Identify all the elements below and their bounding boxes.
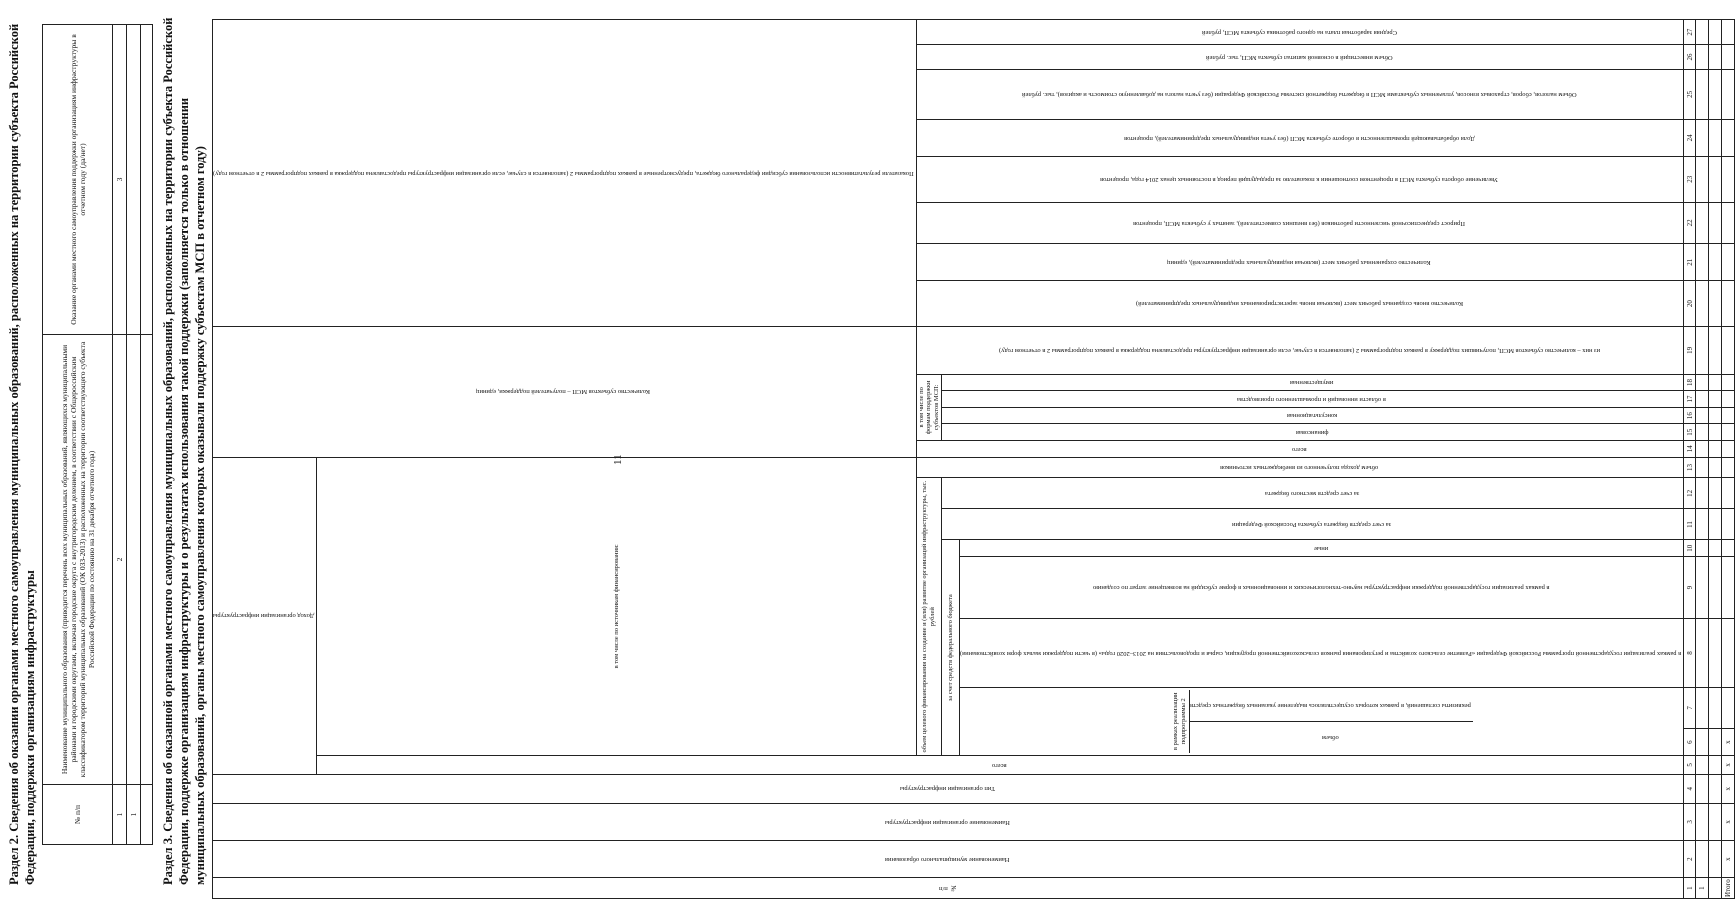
table-cell — [1722, 45, 1735, 70]
h-requisites: реквизиты соглашений, в рамках которых осуществлялось выделение указанных бюджетных средств — [1190, 690, 1473, 722]
h-form-innovation: в области инноваций и промышленного производства — [942, 391, 1684, 408]
table-cell — [1696, 557, 1709, 619]
total-mark: x — [1722, 729, 1735, 756]
table-cell — [1696, 244, 1709, 281]
table-cell — [1696, 281, 1709, 327]
table-cell — [1696, 69, 1709, 119]
table-cell — [1722, 281, 1735, 327]
column-number-10: 10 — [1684, 540, 1696, 557]
column-number-8: 8 — [1684, 619, 1696, 687]
table-cell — [1696, 202, 1709, 243]
table-cell — [1709, 756, 1722, 775]
table-cell — [1722, 440, 1735, 457]
total-row — [1722, 20, 1735, 899]
table-cell — [1709, 424, 1722, 441]
table-cell — [1709, 157, 1722, 203]
table-cell — [1709, 69, 1722, 119]
s2-row-1-num: 1 — [127, 785, 141, 845]
h-other: иные — [960, 540, 1684, 557]
h-own-income: объем дохода полученного из внебюджетных источников — [916, 457, 1684, 478]
section-3-title: Раздел 3. Сведения об оказанной органами местного самоуправления муниципальных образований, расположенных на территории субъекта Российской Федерации, поддержке организациям инфраструктуры и о результатах использования такой поддержки (заполняется только в отношении муниципальных образований, органы местного самоуправления которых оказывали поддержку субъектам МСП в отчетном году) — [161, 17, 207, 885]
h-result-24: Доля обрабатывающей промышленности в обороте субъекта МСП (без учета индивидуальных предпринимателей), процентов — [916, 119, 1684, 156]
table-cell — [1696, 407, 1709, 424]
table-cell — [1696, 45, 1709, 70]
column-number-16: 16 — [1684, 407, 1696, 424]
h-prog2-sub — [1190, 690, 1473, 753]
table-cell — [1709, 729, 1722, 756]
table-cell — [1709, 840, 1722, 877]
h-result-20: Количество вновь созданных рабочих мест (включая вновь зарегистрированных индивидуальных предпринимателей) — [916, 281, 1684, 327]
s2-row-2-num — [141, 785, 153, 845]
table-cell — [1722, 391, 1735, 408]
table-cell — [1696, 457, 1709, 478]
h-income: Доход организации инфраструктуры — [213, 457, 317, 774]
s2-header-municipality: Наименование муниципального образования (приводится перечень всех муниципальных образований, являющихся муниципальными районами и городскими округами, включая городские округа с внутригородским делением, в соответствии с Общероссийским классификатором территорий муниципальных образований (ОК 033-2013) и расположенных на территории соответствующего субъекта Российской Федерации по состоянию на 31 декабря отчетного года) — [43, 335, 113, 785]
table-cell — [1722, 557, 1735, 619]
table-cell — [1696, 424, 1709, 441]
total-mark: x — [1722, 774, 1735, 803]
table-cell — [1722, 407, 1735, 424]
h-federal-budget: за счет средств федерального бюджета — [942, 540, 960, 756]
column-number-17: 17 — [1684, 391, 1696, 408]
table-cell — [1696, 440, 1709, 457]
table-cell — [1696, 119, 1709, 156]
column-number-14: 14 — [1684, 440, 1696, 457]
table-cell — [1722, 424, 1735, 441]
table-cell — [1709, 803, 1722, 840]
table-row — [1709, 20, 1722, 899]
table-cell — [1696, 729, 1709, 756]
h-target-financing: объем целевого финансирования на создание и (или) развитие организаций инфраструктуры, тыс. рублей — [916, 478, 942, 756]
column-number-25: 25 — [1684, 69, 1696, 119]
table-cell — [1696, 840, 1709, 877]
table-cell: 1 — [1696, 878, 1709, 899]
column-number-26: 26 — [1684, 45, 1696, 70]
table-cell — [1709, 391, 1722, 408]
table-cell — [1722, 687, 1735, 728]
table-cell — [1722, 509, 1735, 540]
table-cell — [1696, 157, 1709, 203]
h-result-22: Прирост среднесписочной численности работников (без внешних совместителей), занятых у субъекта МСП, процентов — [916, 202, 1684, 243]
table-cell — [1696, 774, 1709, 803]
table-cell — [1709, 281, 1722, 327]
h-results: Показатели результативности использования субсидии федерального бюджета, предусмотренные в рамках подпрограммы 2 (заполняется в случае, если организации инфраструктуры предоставлена поддержка в рамках подпрограммы 2 в отчетном году) — [213, 20, 917, 327]
table-cell — [1709, 478, 1722, 509]
s2-row-1-support — [127, 25, 141, 335]
total-label: Итого — [1722, 878, 1735, 899]
column-number-11: 11 — [1684, 509, 1696, 540]
table-cell — [1709, 20, 1722, 45]
section-2-table — [42, 24, 153, 845]
s2-num-1: 1 — [113, 785, 127, 845]
s2-num-2: 2 — [113, 335, 127, 785]
table-cell — [1709, 407, 1722, 424]
column-number-18: 18 — [1684, 374, 1696, 391]
h-form-financial: финансовая — [942, 424, 1684, 441]
table-cell — [1696, 391, 1709, 408]
page-number: 11 — [612, 454, 624, 465]
h-num: № п/п — [213, 878, 1684, 899]
table-cell — [1722, 157, 1735, 203]
h-infra-support: в рамках реализации государственной поддержки инфраструктуры научно-технологических и инновационных в форме субсидий на возмещение затрат по созданию — [960, 557, 1684, 619]
table-cell — [1722, 374, 1735, 391]
h-prog2-recipients: из них – количество субъектов МСП, получивших поддержку в рамках подпрограммы 2 (заполняется в случае, если организации инфраструктуры предоставлена поддержка в рамках подпрограммы 2 в отчетном году) — [916, 326, 1684, 374]
table-cell — [1709, 244, 1722, 281]
table-cell — [1709, 45, 1722, 70]
table-cell — [1709, 687, 1722, 728]
table-cell — [1722, 540, 1735, 557]
column-number-1: 1 — [1684, 878, 1696, 899]
table-cell — [1696, 756, 1709, 775]
table-cell — [1722, 478, 1735, 509]
s2-row-2-support — [141, 25, 153, 335]
h-result-27: Средняя заработная плата на одного работника субъекта МСП, рублей — [916, 20, 1684, 45]
column-number-9: 9 — [1684, 557, 1696, 619]
table-cell — [1709, 540, 1722, 557]
table-cell — [1709, 774, 1722, 803]
total-mark: x — [1722, 840, 1735, 877]
h-organization: Наименование организации инфраструктуры — [213, 803, 1684, 840]
column-number-7: 7 — [1684, 687, 1696, 728]
h-result-26: Объем инвестиций в основной капитал субъекта МСП, тыс. рублей — [916, 45, 1684, 70]
s2-header-num: № п/п — [43, 785, 113, 845]
h-org-type: Тип организации инфраструктуры — [213, 774, 1684, 803]
table-cell — [1722, 619, 1735, 687]
column-number-13: 13 — [1684, 457, 1696, 478]
table-cell — [1709, 619, 1722, 687]
section-3-table — [212, 19, 1735, 899]
h-smsp-by-form: в том числе по формам поддержки субъектов МСП: — [916, 374, 942, 440]
column-number-22: 22 — [1684, 202, 1696, 243]
column-number-5: 5 — [1684, 756, 1696, 775]
h-smsp-total: всего — [916, 440, 1684, 457]
s2-row-1-name — [127, 335, 141, 785]
column-number-27: 27 — [1684, 20, 1696, 45]
h-region-budget: за счет средств бюджета субъекта Российской Федерации — [942, 509, 1684, 540]
table-cell — [1709, 557, 1722, 619]
s2-num-3: 3 — [113, 25, 127, 335]
table-cell — [1696, 803, 1709, 840]
table-cell — [1696, 374, 1709, 391]
table-cell — [1709, 326, 1722, 374]
column-number-3: 3 — [1684, 803, 1696, 840]
h-form-consulting: консультационная — [942, 407, 1684, 424]
column-number-20: 20 — [1684, 281, 1696, 327]
s2-row-2-name — [141, 335, 153, 785]
total-mark: x — [1722, 803, 1735, 840]
table-cell — [1709, 440, 1722, 457]
column-number-4: 4 — [1684, 774, 1696, 803]
h-form-property: имущественная — [942, 374, 1684, 391]
column-number-19: 19 — [1684, 326, 1696, 374]
table-cell — [1722, 202, 1735, 243]
table-cell — [1696, 619, 1709, 687]
table-cell — [1709, 457, 1722, 478]
table-cell — [1722, 119, 1735, 156]
total-mark: x — [1722, 756, 1735, 775]
column-number-row — [1684, 20, 1696, 899]
table-cell — [1709, 509, 1722, 540]
h-result-23: Увеличение оборота субъекта МСП в процентном соотношении к показателю за предыдущий период в постоянных ценах 2014 года, процентов — [916, 157, 1684, 203]
h-volume: объем — [1190, 721, 1473, 753]
h-sources: в том числе по источникам финансирования: — [317, 457, 916, 755]
column-number-23: 23 — [1684, 157, 1696, 203]
table-cell — [1709, 374, 1722, 391]
column-number-21: 21 — [1684, 244, 1696, 281]
table-row — [1696, 20, 1709, 899]
table-cell — [1696, 687, 1709, 728]
h-income-total: всего — [317, 756, 1684, 775]
table-cell — [1709, 119, 1722, 156]
table-cell — [1722, 326, 1735, 374]
table-cell — [1696, 478, 1709, 509]
s2-header-support: Оказание органами местного самоуправления поддержки организациям инфраструктуры в отчетном году (да/нет) — [43, 25, 113, 335]
table-cell — [1696, 326, 1709, 374]
h-prog2: в рамках реализации подпрограммы 2 — [1170, 690, 1190, 753]
table-cell — [1722, 457, 1735, 478]
column-number-12: 12 — [1684, 478, 1696, 509]
table-cell — [1722, 20, 1735, 45]
table-cell — [1696, 509, 1709, 540]
column-number-6: 6 — [1684, 729, 1696, 756]
h-prog2-group — [960, 687, 1684, 755]
column-number-24: 24 — [1684, 119, 1696, 156]
table-cell — [1709, 202, 1722, 243]
table-cell — [1722, 69, 1735, 119]
h-local-budget: за счет средств местного бюджета — [942, 478, 1684, 509]
h-result-25: Объем налогов, сборов, страховых взносов, уплаченных субъектами МСП в бюджеты бюджетной системы Российской Федерации (без учета налога на добавленную стоимость и акцизов), тыс. рублей — [916, 69, 1684, 119]
section-2-title: Раздел 2. Сведения об оказании органами местного самоуправления муниципальных образований, расположенных на территории субъекта Российской Федерации, поддержки организациям инфраструктуры — [7, 23, 37, 885]
table-cell — [1696, 540, 1709, 557]
column-number-2: 2 — [1684, 840, 1696, 877]
h-municipality: Наименование муниципального образования — [213, 840, 1684, 877]
h-smsp-count: Количество субъектов МСП – получателей поддержки, единиц — [213, 326, 917, 457]
table-cell — [1696, 20, 1709, 45]
h-result-21: Количество сохраненных рабочих мест (включая индивидуальных предпринимателей), единиц — [916, 244, 1684, 281]
h-agriculture-program: в рамках реализации государственной программы Российской Федерации «Развитие сельского хозяйства и регулирования рынков сельскохозяйственной продукции, сырья и продовольствия на 2013–2020 годы» (в части поддержки малых форм хозяйствования) — [960, 619, 1684, 687]
table-cell — [1722, 244, 1735, 281]
column-number-15: 15 — [1684, 424, 1696, 441]
table-cell — [1709, 878, 1722, 899]
